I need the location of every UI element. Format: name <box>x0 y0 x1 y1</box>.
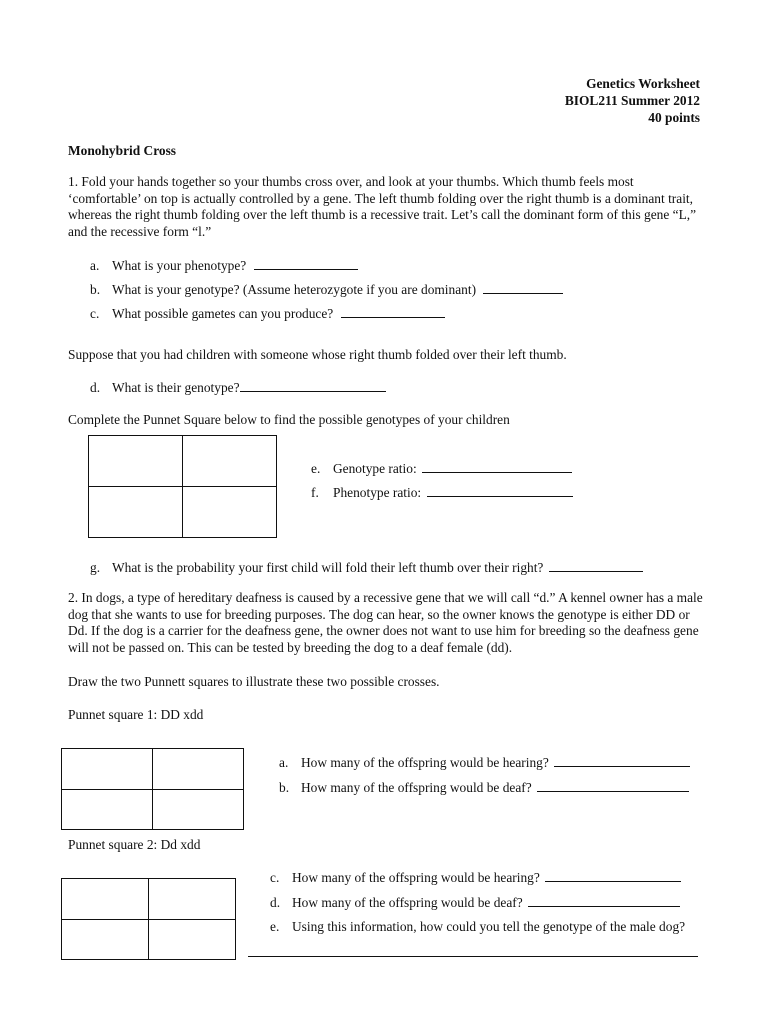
q2-item-d <box>270 894 680 911</box>
punnett-square-1-label: Punnet square 1: DD xdd <box>68 707 204 722</box>
q2-item-a <box>279 754 690 771</box>
q2-a-letter: a. <box>279 755 289 770</box>
q1-c-text: What possible gametes can you produce? <box>112 306 334 321</box>
worksheet-title: Genetics Worksheet <box>586 76 700 91</box>
punnett-cell[interactable] <box>153 789 244 830</box>
genotype-ratio-blank[interactable] <box>422 460 572 473</box>
q1-item-b <box>90 281 563 298</box>
q1-item-d <box>90 379 386 396</box>
q1-item-g <box>90 559 643 576</box>
q1-e-letter: e. <box>311 461 321 476</box>
q1-item-c <box>90 305 445 322</box>
q2-e-text: Using this information, how could you tell the genotype of the male dog? <box>292 919 686 934</box>
q2-b-answer-blank[interactable] <box>537 779 689 792</box>
q1-d-answer-blank[interactable] <box>240 379 386 392</box>
q2-a-text: How many of the offspring would be hearing? <box>301 755 549 770</box>
q1-b-text: What is your genotype? (Assume heterozygote if you are dominant) <box>112 282 477 297</box>
punnett-cell[interactable] <box>183 487 277 538</box>
q2-c-answer-blank[interactable] <box>545 869 681 882</box>
suppose-text: Suppose that you had children with someone whose right thumb folded over their left thumb. <box>68 347 567 362</box>
q1-a-letter: a. <box>90 258 100 273</box>
q2-a-answer-blank[interactable] <box>554 754 690 767</box>
punnett-square-1[interactable] <box>61 748 244 830</box>
q2-item-c <box>270 869 681 886</box>
punnett-cell[interactable] <box>89 487 183 538</box>
q1-a-answer-blank[interactable] <box>254 257 358 270</box>
q2-c-letter: c. <box>270 870 280 885</box>
q1-b-answer-blank[interactable] <box>483 281 563 294</box>
complete-instruction: Complete the Punnet Square below to find the possible genotypes of your children <box>68 412 510 427</box>
punnett-square-q1[interactable] <box>88 435 277 538</box>
section-title: Monohybrid Cross <box>68 143 177 158</box>
q1-c-letter: c. <box>90 306 100 321</box>
q1-g-answer-blank[interactable] <box>549 559 643 572</box>
q2-d-text: How many of the offspring would be deaf? <box>292 895 523 910</box>
points-total: 40 points <box>648 110 700 125</box>
course-code: BIOL211 Summer 2012 <box>564 93 700 108</box>
question-1-text: 1. Fold your hands together so your thumbs cross over, and look at your thumbs. Which thumb feels most ‘comfortable’ on top is actually controlled by a gene. The left thumb folding over the right thumb is a dominant trait, whereas the right thumb folding over the left thumb is a recessive trait. Let’s call the dominant form of this gene “L,” and the recessive form “l.” <box>68 174 697 239</box>
q1-c-answer-blank[interactable] <box>341 305 445 318</box>
punnett-cell[interactable] <box>62 879 149 920</box>
punnett-cell[interactable] <box>149 879 236 920</box>
q2-c-text: How many of the offspring would be hearing? <box>292 870 540 885</box>
punnett-square-2[interactable] <box>61 878 236 960</box>
q2-e-letter: e. <box>270 919 280 934</box>
q2-item-b <box>279 779 689 796</box>
punnett-cell[interactable] <box>153 749 244 790</box>
q1-g-letter: g. <box>90 560 101 575</box>
punnett-cell[interactable] <box>89 436 183 487</box>
draw-instruction: Draw the two Punnett squares to illustrate these two possible crosses. <box>68 674 440 689</box>
punnett-cell[interactable] <box>62 789 153 830</box>
worksheet-header <box>565 75 700 126</box>
phenotype-ratio-blank[interactable] <box>427 484 573 497</box>
q1-d-letter: d. <box>90 380 101 395</box>
q2-b-letter: b. <box>279 780 290 795</box>
q1-g-text: What is the probability your first child will fold their left thumb over their right? <box>112 560 544 575</box>
q1-f-letter: f. <box>311 485 319 500</box>
q1-item-a <box>90 257 358 274</box>
q2-item-e <box>270 918 685 935</box>
q1-b-letter: b. <box>90 282 101 297</box>
punnett-cell[interactable] <box>62 749 153 790</box>
q1-item-f <box>311 484 573 501</box>
q1-f-text: Phenotype ratio: <box>333 485 422 500</box>
q1-e-text: Genotype ratio: <box>333 461 417 476</box>
q2-e-answer-line[interactable] <box>248 946 698 957</box>
q2-d-letter: d. <box>270 895 281 910</box>
q1-item-e <box>311 460 572 477</box>
punnett-square-2-label: Punnet square 2: Dd xdd <box>68 837 201 852</box>
q1-a-text: What is your phenotype? <box>112 258 247 273</box>
q1-d-text: What is their genotype? <box>112 380 240 395</box>
q2-b-text: How many of the offspring would be deaf? <box>301 780 532 795</box>
punnett-cell[interactable] <box>62 919 149 960</box>
punnett-cell[interactable] <box>149 919 236 960</box>
question-2-text: 2. In dogs, a type of hereditary deafness is caused by a recessive gene that we will call “d.” A kennel owner has a male dog that she wants to use for breeding purposes. The dog can hear, so the owner knows the genotype is either DD or Dd. If the dog is a carrier for the deafness gene, the owner does not want to use him for breeding so the deafness gene will not be passed on. This can be tested by breeding the dog to a deaf female (dd). <box>68 590 703 655</box>
punnett-cell[interactable] <box>183 436 277 487</box>
q2-d-answer-blank[interactable] <box>528 894 680 907</box>
